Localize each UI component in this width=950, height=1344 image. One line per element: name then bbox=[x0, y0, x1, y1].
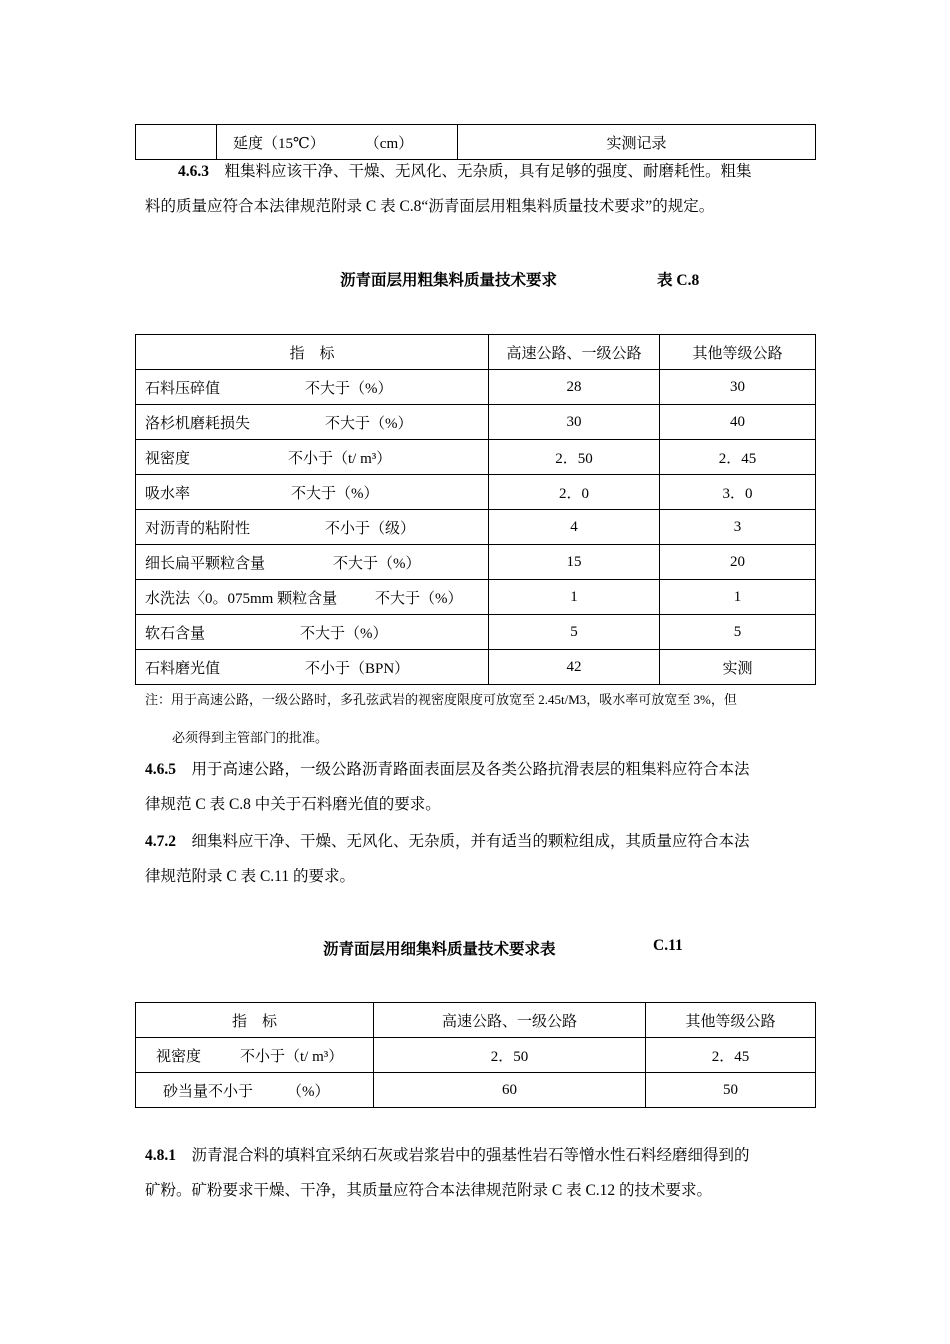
paragraph-line: 料的质量应符合本法律规范附录 C 表 C.8“沥青面层用粗集料质量技术要求”的规定。 bbox=[145, 198, 715, 215]
table-row bbox=[136, 510, 816, 545]
table-row bbox=[136, 370, 816, 405]
table-number: 表 C.8 bbox=[657, 272, 700, 289]
table-cell: 石料磨光值 不小于（BPN） bbox=[136, 650, 489, 685]
table-title: 沥青面层用粗集料质量技术要求 bbox=[340, 272, 558, 289]
table-cell: 2．45 bbox=[646, 1038, 816, 1073]
table-cell: 3 bbox=[660, 510, 816, 545]
table-row bbox=[136, 1038, 816, 1073]
table-row bbox=[136, 475, 816, 510]
table-cell: 视密度 不小于（t/ m³） bbox=[136, 1038, 374, 1073]
table-cell: 5 bbox=[489, 615, 660, 650]
paragraph-4-6-5 bbox=[145, 752, 810, 822]
header-cell: 指 标 bbox=[136, 335, 489, 370]
table-title: 沥青面层用细集料质量技术要求表 bbox=[323, 941, 556, 958]
paragraph-4-8-1 bbox=[145, 1138, 810, 1208]
table-cell: 60 bbox=[374, 1073, 646, 1108]
table-cell: 实测 bbox=[660, 650, 816, 685]
table-row bbox=[136, 545, 816, 580]
table-row bbox=[136, 580, 816, 615]
table-cell: 洛杉机磨耗损失 不大于（%） bbox=[136, 405, 489, 440]
cell-unit: （cm） bbox=[364, 135, 414, 152]
table-cell: 软石含量 不大于（%） bbox=[136, 615, 489, 650]
paragraph-line: 律规范附录 C 表 C.11 的要求。 bbox=[145, 868, 355, 885]
table-cell: 石料压碎值 不大于（%） bbox=[136, 370, 489, 405]
table-row bbox=[136, 1073, 816, 1108]
coarse-aggregate-table bbox=[135, 334, 816, 685]
header-cell: 其他等级公路 bbox=[660, 335, 816, 370]
header-cell: 高速公路、一级公路 bbox=[374, 1003, 646, 1038]
note-line: 注：用于高速公路，一级公路时，多孔弦武岩的视密度限度可放宽至 2.45t/M3，吸水率可放宽至 3%，但 bbox=[145, 692, 737, 707]
table-row bbox=[136, 615, 816, 650]
header-cell: 高速公路、一级公路 bbox=[489, 335, 660, 370]
table-row bbox=[136, 440, 816, 475]
table-cell: 2．45 bbox=[660, 440, 816, 475]
section-number: 4.6.5 bbox=[145, 761, 176, 778]
table-header-row bbox=[136, 1003, 816, 1038]
table-cell: 50 bbox=[646, 1073, 816, 1108]
table-cell: 30 bbox=[660, 370, 816, 405]
paragraph-line: 细集料应干净、干燥、无风化、无杂质，并有适当的颗粒组成，其质量应符合本法 bbox=[191, 833, 750, 850]
table-cell: 水洗法〈0。075mm 颗粒含量 不大于（%） bbox=[136, 580, 489, 615]
table-number: C.11 bbox=[653, 937, 683, 954]
table-header-row bbox=[136, 335, 816, 370]
section-number: 4.7.2 bbox=[145, 833, 176, 850]
table-cell: 砂当量不小于 （%） bbox=[136, 1073, 374, 1108]
section-number: 4.6.3 bbox=[178, 163, 209, 180]
table-cell: 42 bbox=[489, 650, 660, 685]
table-cell: 细长扁平颗粒含量 不大于（%） bbox=[136, 545, 489, 580]
paragraph-4-6-3 bbox=[145, 154, 810, 224]
table-row bbox=[136, 405, 816, 440]
table-cell: 3．0 bbox=[660, 475, 816, 510]
paragraph-line: 矿粉。矿粉要求干燥、干净，其质量应符合本法律规范附录 C 表 C.12 的技术要求。 bbox=[145, 1182, 713, 1199]
table-cell: 2．50 bbox=[489, 440, 660, 475]
note-line: 必须得到主管部门的批准。 bbox=[172, 730, 329, 745]
table-cell: 视密度 不小于（t/ m³） bbox=[136, 440, 489, 475]
paragraph-line: 沥青混合料的填料宜采纳石灰或岩浆岩中的强基性岩石等憎水性石料经磨细得到的 bbox=[191, 1147, 750, 1164]
paragraph-4-7-2 bbox=[145, 824, 810, 894]
table-cell: 5 bbox=[660, 615, 816, 650]
table-note bbox=[145, 690, 815, 748]
table-cell: 30 bbox=[489, 405, 660, 440]
table-cell: 28 bbox=[489, 370, 660, 405]
cell-label: 延度（15℃） bbox=[233, 135, 325, 152]
table-cell: 1 bbox=[660, 580, 816, 615]
header-cell: 其他等级公路 bbox=[646, 1003, 816, 1038]
table-cell: 2．50 bbox=[374, 1038, 646, 1073]
table-cell: 15 bbox=[489, 545, 660, 580]
table-cell: 40 bbox=[660, 405, 816, 440]
fine-aggregate-table bbox=[135, 1002, 816, 1108]
paragraph-line: 律规范 C 表 C.8 中关于石料磨光值的要求。 bbox=[145, 796, 441, 813]
table-cell: 对沥青的粘附性 不小于（级） bbox=[136, 510, 489, 545]
paragraph-line: 粗集料应该干净、干燥、无风化、无杂质，具有足够的强度、耐磨耗性。粗集 bbox=[224, 163, 752, 180]
table-row bbox=[136, 650, 816, 685]
table-cell: 20 bbox=[660, 545, 816, 580]
table-cell: 吸水率 不大于（%） bbox=[136, 475, 489, 510]
table-cell: 2．0 bbox=[489, 475, 660, 510]
header-cell: 指 标 bbox=[136, 1003, 374, 1038]
paragraph-line: 用于高速公路，一级公路沥青路面表面层及各类公路抗滑表层的粗集料应符合本法 bbox=[191, 761, 750, 778]
section-number: 4.8.1 bbox=[145, 1147, 176, 1164]
table-cell: 1 bbox=[489, 580, 660, 615]
table-cell: 4 bbox=[489, 510, 660, 545]
table-cell: 实测记录 bbox=[458, 125, 816, 160]
